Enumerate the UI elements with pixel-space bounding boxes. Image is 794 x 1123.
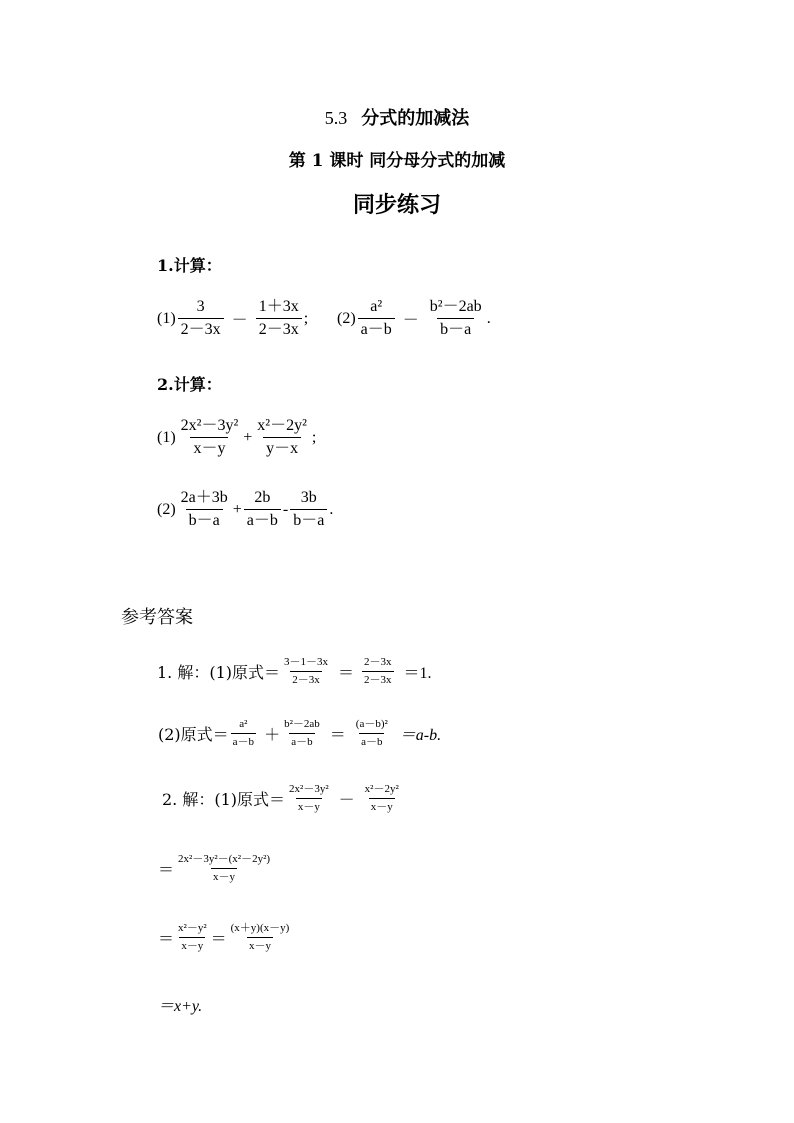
numerator: a² xyxy=(370,298,383,315)
answer-prefix: 2. 解：(1)原式＝ xyxy=(162,789,286,809)
denominator: a－b xyxy=(358,318,395,339)
part-label: (1) xyxy=(157,309,176,327)
part-label: (2) xyxy=(157,500,176,518)
numerator: 2b xyxy=(254,489,271,506)
denominator: x－y xyxy=(369,798,395,814)
numerator: b²－2ab xyxy=(429,298,482,315)
section-title xyxy=(0,104,794,130)
answer-2-line-3 xyxy=(158,922,293,952)
answer-prefix: (2)原式＝ xyxy=(158,724,229,744)
denominator: 2－3x xyxy=(290,671,322,687)
punctuation: . xyxy=(329,500,334,518)
denominator: x－y xyxy=(179,937,205,953)
numerator: x²－2y² xyxy=(364,783,399,795)
equals: ＝ xyxy=(158,861,175,879)
question-2-part-1 xyxy=(157,417,316,459)
question-1-label: 1.计算： xyxy=(157,256,222,275)
punctuation: ; xyxy=(311,428,317,446)
result: ＝1. xyxy=(403,664,432,682)
section-name: 分式的加减法 xyxy=(361,108,470,129)
numerator: 3 xyxy=(196,298,205,315)
part-label: (2) xyxy=(337,309,356,327)
question-2-label: 2.计算： xyxy=(157,375,222,394)
operator: - xyxy=(282,500,289,518)
numerator: a² xyxy=(239,718,248,730)
fraction xyxy=(362,656,394,686)
part-label: (1) xyxy=(157,428,176,446)
numerator: b²－2ab xyxy=(284,718,320,730)
numerator: 1＋3x xyxy=(258,298,299,315)
numerator: 2x²－3y²－(x²－2y²) xyxy=(178,853,271,865)
denominator: a－b xyxy=(231,733,256,749)
answer-1-part-1 xyxy=(157,656,432,686)
denominator: x－y xyxy=(296,798,322,814)
fraction xyxy=(354,718,390,748)
denominator: a－b xyxy=(359,733,384,749)
fraction xyxy=(178,489,231,531)
fraction xyxy=(231,718,256,748)
answer-prefix: 1. 解：(1)原式＝ xyxy=(157,662,281,682)
numerator: 2x²－3y² xyxy=(289,783,329,795)
numerator: 2－3x xyxy=(364,656,392,668)
equals: ＝ xyxy=(329,726,346,744)
denominator: x－y xyxy=(211,868,237,884)
fraction xyxy=(363,783,401,813)
fraction xyxy=(178,417,242,459)
denominator: a－b xyxy=(244,509,281,530)
operator: － xyxy=(402,312,419,330)
question-1-part-1 xyxy=(157,298,308,340)
denominator: x－y xyxy=(190,437,228,458)
fraction xyxy=(287,783,331,813)
answer-2-line-2 xyxy=(158,853,274,883)
answer-2-result: ＝x+y. xyxy=(158,998,203,1015)
question-2-part-2 xyxy=(157,489,333,531)
denominator: b－a xyxy=(290,509,327,530)
fraction xyxy=(256,298,302,340)
equals: ＝ xyxy=(210,930,227,948)
equals: ＝ xyxy=(338,664,355,682)
fraction xyxy=(290,489,327,531)
denominator: 2－3x xyxy=(178,318,224,339)
fraction xyxy=(358,298,395,340)
fraction xyxy=(178,298,224,340)
operator: － xyxy=(338,791,355,809)
operator: + xyxy=(232,500,242,518)
answers-heading: 参考答案 xyxy=(121,607,193,628)
punctuation: . xyxy=(486,309,491,327)
fraction xyxy=(282,718,322,748)
denominator: b－a xyxy=(186,509,223,530)
fraction xyxy=(229,922,292,952)
numerator: x²－2y² xyxy=(257,417,307,434)
operator: ＋ xyxy=(264,726,281,744)
numerator: 3b xyxy=(300,489,317,506)
equals: ＝ xyxy=(158,930,175,948)
section-number: 5.3 xyxy=(324,108,348,128)
fraction xyxy=(176,853,272,883)
denominator: a－b xyxy=(289,733,314,749)
fraction xyxy=(244,489,281,531)
answer-1-part-2 xyxy=(158,718,441,748)
fraction xyxy=(254,417,310,459)
operator: + xyxy=(243,428,253,446)
numerator: x²－y² xyxy=(178,922,207,934)
result: ＝a-b. xyxy=(399,726,442,744)
fraction xyxy=(427,298,485,340)
fraction xyxy=(282,656,330,686)
exercise-heading: 同步练习 xyxy=(352,192,441,218)
answer-2-line-1 xyxy=(162,783,403,813)
question-1-part-2 xyxy=(337,298,491,340)
numerator: (x＋y)(x－y) xyxy=(230,922,290,934)
numerator: 2x²－3y² xyxy=(180,417,239,434)
denominator: b－a xyxy=(437,318,474,339)
denominator: 2－3x xyxy=(256,318,302,339)
lesson-title: 第 1 课时 同分母分式的加减 xyxy=(288,151,506,171)
denominator: 2－3x xyxy=(362,671,394,687)
denominator: x－y xyxy=(247,937,273,953)
numerator: 2a＋3b xyxy=(180,489,228,506)
punctuation: ; xyxy=(303,309,309,327)
numerator: (a－b)² xyxy=(355,718,388,730)
fraction xyxy=(176,922,209,952)
operator: － xyxy=(231,312,248,330)
denominator: y－x xyxy=(263,437,301,458)
numerator: 3－1－3x xyxy=(284,656,329,668)
